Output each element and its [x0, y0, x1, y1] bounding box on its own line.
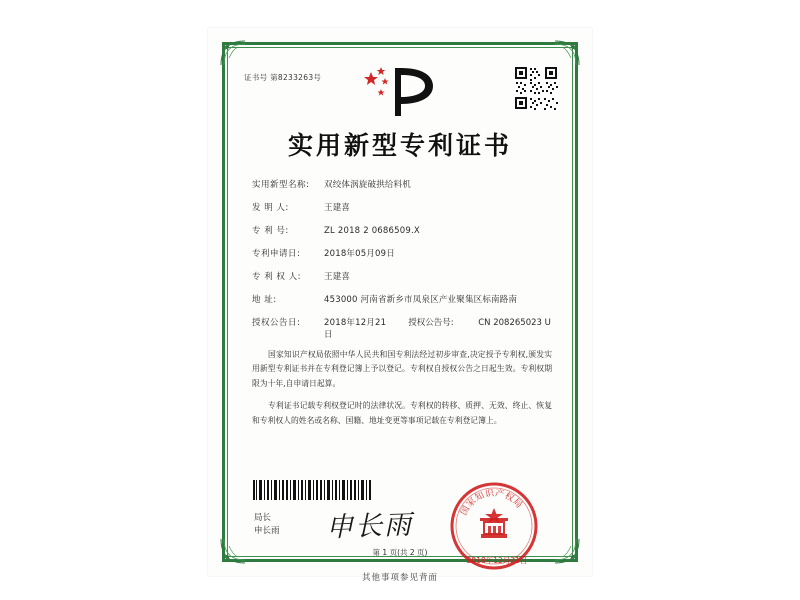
field-label: 专 利 号: — [252, 226, 289, 236]
seal-date: 2018年12月21日 — [466, 556, 528, 565]
grant-row — [252, 316, 552, 340]
grant-date-value: 2018年12月21日 — [324, 318, 387, 340]
field-value: 453000 河南省新乡市凤泉区产业聚集区标南路南 — [324, 295, 518, 305]
svg-text:国: 国 — [459, 504, 473, 518]
qr-code-icon — [514, 66, 558, 110]
field-label: 地 址: — [252, 295, 277, 305]
page-title: 实用新型专利证书 — [287, 131, 512, 160]
field-row — [252, 247, 552, 259]
svg-text:家: 家 — [465, 496, 479, 510]
svg-text:产: 产 — [494, 488, 505, 501]
director-title-line1: 局长 — [254, 513, 272, 523]
barcode-icon — [253, 480, 373, 500]
field-value: 王建喜 — [324, 203, 351, 213]
field-value: 王建喜 — [324, 272, 351, 282]
director-title — [254, 512, 280, 538]
field-row — [252, 201, 552, 213]
field-row — [252, 293, 552, 305]
body-paragraph: 国家知识产权局依照中华人民共和国专利法经过初步审查,决定授予专利权,颁发实用新型专利证书并在专利登记簿上予以登记。专利权自授权公告之日起生效。专利权期限为十年,自申请日起算。 — [252, 350, 552, 388]
outside-note: 其他事项参见背面 — [361, 573, 438, 583]
field-label: 实用新型名称: — [252, 180, 310, 190]
field-row — [252, 178, 552, 190]
field-value: 2018年05月09日 — [324, 249, 395, 259]
patent-certificate — [208, 28, 592, 576]
grant-number-label: 授权公告号: — [408, 318, 454, 328]
page-indicator: 第 1 页(共 2 页) — [372, 548, 428, 557]
field-label: 发 明 人: — [252, 203, 289, 213]
patent-fields — [252, 178, 552, 351]
field-value: 双绞体涡旋破拱给料机 — [324, 180, 412, 190]
director-title-line2: 申长雨 — [254, 526, 280, 537]
director-handwritten-signature: 申长雨 — [325, 509, 414, 544]
patent-office-emblem-icon — [361, 64, 439, 120]
grant-number-value: CN 208265023 U — [478, 318, 551, 328]
svg-text:局: 局 — [510, 497, 524, 511]
field-row — [252, 270, 552, 282]
field-row — [252, 224, 552, 236]
field-value: ZL 2018 2 0686509.X — [324, 226, 420, 236]
svg-text:知: 知 — [473, 490, 487, 504]
body-paragraph: 专利证书记载专利权登记时的法律状况。专利权的转移、质押、无效、终止、恢复和专利权人的姓名或名称、国籍、地址变更等事项记载在专利登记簿上。 — [252, 401, 552, 425]
svg-text:识: 识 — [484, 488, 495, 500]
grant-date-label: 授权公告日: — [252, 318, 301, 328]
field-label: 专 利 权 人: — [252, 272, 301, 282]
certificate-number: 证书号 第8233263号 — [244, 73, 322, 82]
field-label: 专利申请日: — [252, 249, 301, 259]
svg-text:权: 权 — [502, 491, 516, 505]
certificate-body — [252, 348, 552, 436]
